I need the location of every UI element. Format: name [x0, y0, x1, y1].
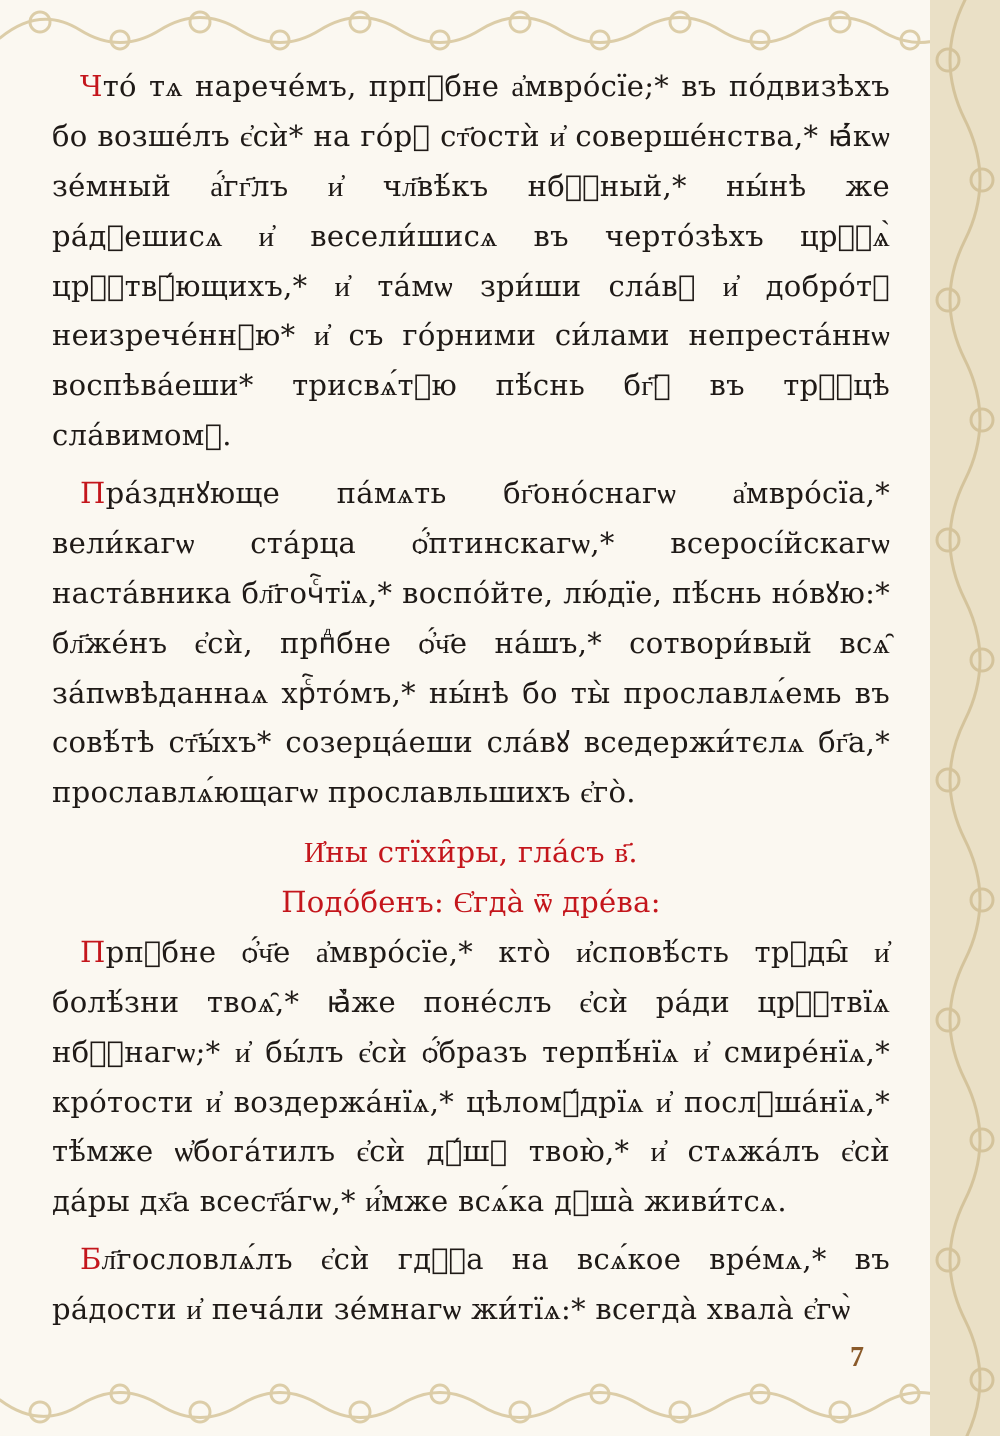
- initial-letter: Б: [80, 1242, 102, 1277]
- initial-letter: Ч: [80, 69, 103, 103]
- bottom-ornament-border: [0, 1370, 930, 1436]
- paragraph-3: [52, 928, 890, 1227]
- paragraph-1: [52, 62, 890, 461]
- paragraph-2: [52, 469, 890, 818]
- initial-letter: П: [80, 476, 106, 510]
- top-ornament-border: [0, 0, 930, 55]
- paragraph-text: л҃гословлѧ́лъ є҆сѝ гдⷭ҇а на всѧ́кое вре́мѧ,* въ ра́дости и҆ печа́ли зе́мнагѡ жи́тїѧ:* всегда̀ хвала̀ є҆гѡ̀: [52, 1242, 890, 1326]
- paragraph-text: рпⷣбне ѻ҆́ч҃е а҆мвро́сїе,* кто̀ и҆сповѣ́сть трꙋды̑ и҆ болѣ́зни твоѧ̑,* ꙗ҆̀же поне́слъ є҆сѝ ра́ди црⷭ҇твїѧ нбⷭ҇нагѡ;* и҆ бы́лъ є҆сѝ ѻ҆́бразъ терпѣ́нїѧ и҆ смире́нїѧ,* кро́тости и҆ воздержа́нїѧ,* цѣломꙋ́дрїѧ и҆ послꙋша́нїѧ,* тѣ́мже ѡ҆бога́тилъ є҆сѝ дꙋ́шꙋ твою̀,* и҆ стѧжа́лъ є҆сѝ да́ры дх҃а всест҃а́гѡ,* и҆́мже всѧ́ка дꙋша̀ живи́тсѧ.: [52, 934, 890, 1219]
- paragraph-text: ра́зднꙋюще па́мѧть бг҃оно́снагѡ а҆мвро́сїа,* вели́кагѡ ста́рца ѻ҆́птинскагѡ,* всеросі́йскагѡ наста́вника бл҃гочⷭ҇тїѧ,* воспо́йте, лю́дїе, пѣ́снь но́вꙋю:* бл҃же́нъ є҆сѝ, прпⷣбне ѻ҆́ч҃е на́шъ,* сотвори́вый всѧ̑ за́пѡвѣданнаѧ хрⷭ҇то́мъ,* ны́нѣ бо ты̀ прославлѧ́емь въ совѣ́тѣ ст҃ы́хъ* созерца́еши сла́вꙋ вседержи́тєлѧ бг҃а,* прославлѧ́ющагѡ прославльшихъ є҆го̀.: [52, 476, 890, 810]
- right-ornament-border: [930, 0, 1000, 1436]
- main-text: [52, 62, 890, 1335]
- paragraph-text: то́ тѧ нарече́мъ, прпⷣбне а҆мвро́сїе;* въ по́двизѣхъ бо возше́лъ є҆сѝ* на го́рꙋ ст҃остѝ и҆ соверше́нства,* ꙗ҆́кѡ зе́мный а҆́гг҃лъ и҆ чл҃вѣ́къ нбⷭ҇ный,* ны́нѣ же ра́дꙋешисѧ и҆ весели́шисѧ въ черто́зѣхъ црⷭ҇ѧ̀ црⷭ҇твꙋ́ющихъ,* и҆ та́мѡ зри́ши сла́вꙋ и҆ добро́тꙋ неизрече́ннꙋю* и҆ съ го́рними си́лами непреста́ннѡ воспѣва́еши* трисвѧ́тꙋю пѣ́снь бг҃ꙋ въ трⷪ҇цѣ сла́вимомꙋ.: [52, 69, 890, 453]
- initial-letter: П: [80, 934, 106, 969]
- page-number: 7: [850, 1342, 864, 1373]
- paragraph-4: [52, 1235, 890, 1335]
- podoben-heading: Подо́бенъ: Є҆гда̀ ѿ дре́ва:: [281, 885, 661, 919]
- section-heading: И҆ны стїхи̑ры, гла́съ в҃.: [304, 835, 638, 870]
